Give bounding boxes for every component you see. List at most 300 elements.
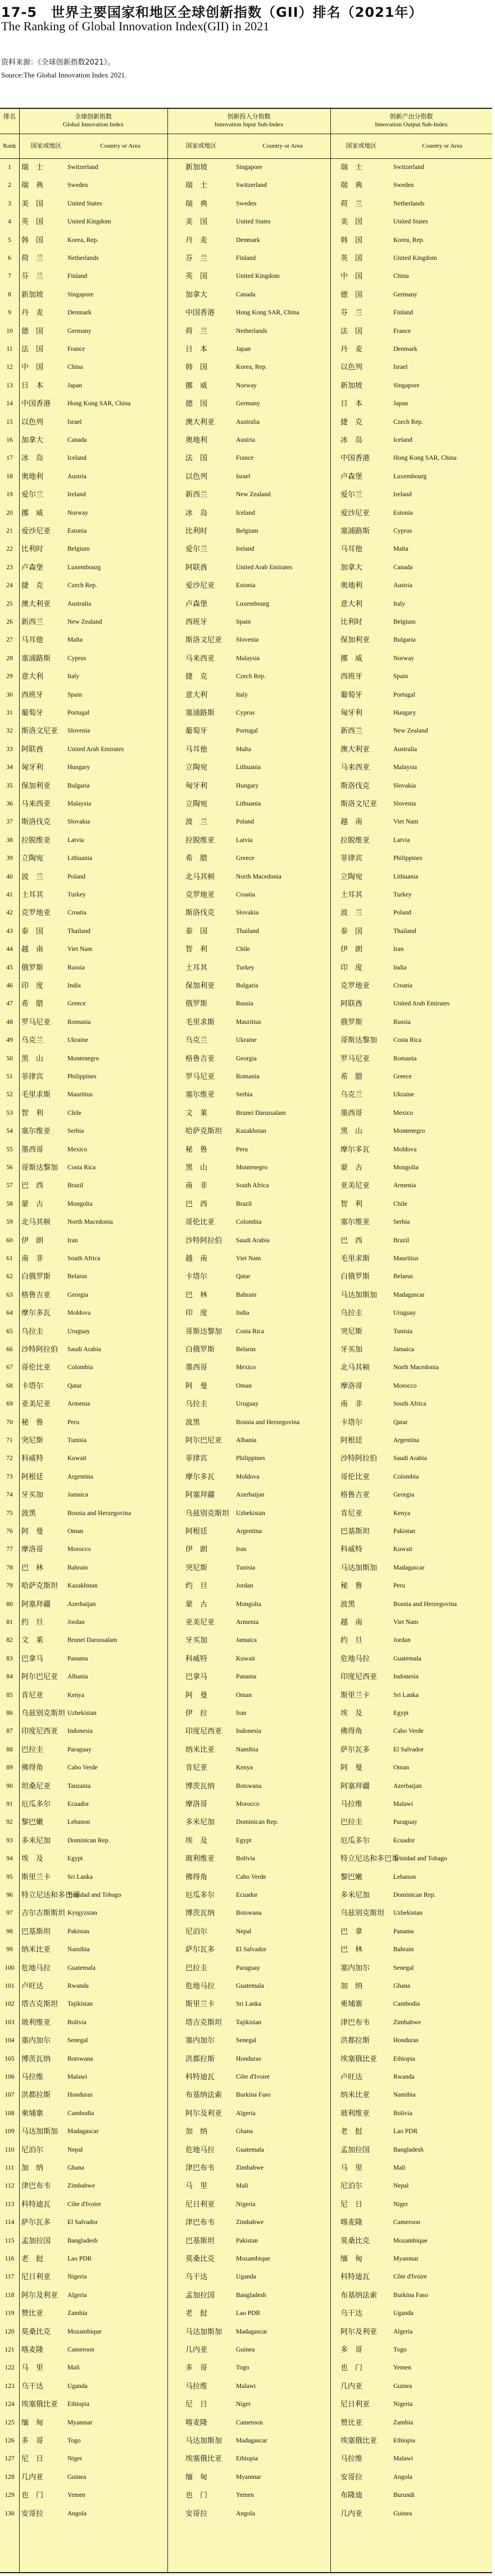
table-row xyxy=(0,1250,492,1268)
input-country-zh: 澳大利亚 xyxy=(185,418,215,427)
gii-country-zh: 安哥拉 xyxy=(21,2509,44,2518)
gii-country-zh: 萨尔瓦多 xyxy=(21,2218,51,2227)
gii-country-en: Italy xyxy=(67,673,80,680)
rank-cell: 123 xyxy=(4,2382,15,2390)
output-country-en: Senegal xyxy=(393,1964,414,1971)
gii-country-zh: 比利时 xyxy=(21,545,44,554)
gii-country-en: Czech Rep. xyxy=(67,582,98,589)
gii-country-en: Tajikistan xyxy=(67,2001,93,2008)
gii-country-en: United Arab Emirates xyxy=(67,745,124,753)
table-row xyxy=(0,649,492,668)
input-country-en: Qatar xyxy=(236,1273,251,1280)
input-country-en: Bosnia and Herzegovina xyxy=(236,1419,300,1426)
table-row xyxy=(0,1886,492,1905)
gii-country-zh: 埃 及 xyxy=(21,1855,44,1864)
gii-header-zh: 全球创新指数 xyxy=(75,113,112,120)
input-country-en: Japan xyxy=(236,346,251,353)
gii-country-en: Zambia xyxy=(67,2310,88,2317)
input-country-zh: 西班牙 xyxy=(185,618,208,626)
gii-country-zh: 尼 日 xyxy=(21,2455,44,2464)
rank-cell: 113 xyxy=(4,2200,15,2208)
output-country-en: Czech Rep. xyxy=(393,418,424,425)
input-country-zh: 希 腊 xyxy=(185,854,208,863)
input-country-zh: 韩 国 xyxy=(185,363,208,372)
input-country-en: New Zealand xyxy=(236,491,271,498)
output-country-zh: 哥斯达黎加 xyxy=(340,1036,378,1045)
rank-cell: 6 xyxy=(8,255,11,262)
table-row xyxy=(0,2141,492,2159)
rank-cell: 42 xyxy=(6,909,13,917)
table-row xyxy=(0,1904,492,1923)
table-row xyxy=(0,286,492,304)
gii-country-zh: 阿联酋 xyxy=(21,745,44,754)
gii-country-zh: 卢森堡 xyxy=(21,563,44,572)
input-country-zh: 瑞 士 xyxy=(185,181,208,190)
rank-cell: 124 xyxy=(4,2401,15,2408)
input-country-en: Madagascar xyxy=(236,2328,267,2335)
table-row xyxy=(0,267,492,286)
gii-country-zh: 泰 国 xyxy=(21,927,44,936)
gii-country-zh: 斯里兰卡 xyxy=(21,1873,51,1882)
rank-cell: 68 xyxy=(6,1382,13,1389)
input-country-zh: 意大利 xyxy=(185,690,208,699)
output-country-zh: 新加坡 xyxy=(340,381,363,390)
table-row xyxy=(0,2086,492,2104)
output-country-en: Korea, Rep. xyxy=(393,236,425,244)
output-country-zh: 北马其顿 xyxy=(340,1364,370,1372)
output-country-en: Finland xyxy=(393,309,414,317)
rank-cell: 105 xyxy=(4,2055,15,2062)
gii-country-zh: 几内亚 xyxy=(21,2473,44,2482)
input-country-zh: 埃 及 xyxy=(185,1836,208,1845)
gii-country-zh: 以色列 xyxy=(21,418,44,427)
output-country-en: Ireland xyxy=(393,491,412,498)
output-country-zh: 意大利 xyxy=(340,600,363,608)
output-country-zh: 安哥拉 xyxy=(340,2473,363,2482)
table-row xyxy=(0,1086,492,1104)
input-country-en: Singapore xyxy=(236,164,262,171)
output-country-en: Panama xyxy=(393,1928,414,1935)
output-country-en: Denmark xyxy=(393,346,417,353)
input-country-zh: 美 国 xyxy=(185,218,208,227)
input-country-zh: 突尼斯 xyxy=(185,1563,208,1572)
input-country-en: Armenia xyxy=(236,1619,259,1626)
input-country-en: Paraguay xyxy=(236,1964,260,1971)
output-country-zh: 德 国 xyxy=(340,290,363,299)
input-country-en: Hungary xyxy=(236,782,259,789)
gii-country-en: Israel xyxy=(67,418,82,425)
gii-country-zh: 冰 岛 xyxy=(21,454,44,463)
input-country-zh: 马来西亚 xyxy=(185,654,215,663)
input-country-zh: 伊 拉 xyxy=(185,1709,208,1718)
output-country-zh: 瑞 典 xyxy=(340,181,363,190)
input-country-en: Jordan xyxy=(236,1582,253,1590)
gii-country-zh: 巴拿马 xyxy=(21,1654,44,1663)
input-country-zh: 巴 林 xyxy=(185,1291,208,1300)
input-country-en: Bulgaria xyxy=(236,982,258,989)
table-row xyxy=(0,540,492,559)
gii-country-zh: 波黑 xyxy=(21,1509,37,1518)
gii-country-en: Serbia xyxy=(67,1128,84,1135)
input-country-en: Iceland xyxy=(236,509,255,516)
table-row xyxy=(0,631,492,649)
gii-country-en: Spain xyxy=(67,691,83,698)
rank-cell: 81 xyxy=(6,1619,13,1626)
gii-country-zh: 塞尔维亚 xyxy=(21,1127,51,1136)
gii-country-en: Oman xyxy=(67,1528,84,1535)
table-row xyxy=(0,1213,492,1232)
input-country-zh: 比利时 xyxy=(185,527,208,536)
table-row xyxy=(0,1268,492,1286)
gii-country-zh: 缅 甸 xyxy=(21,2418,44,2427)
rank-cell: 13 xyxy=(6,382,13,389)
output-country-en: Madagascar xyxy=(393,1291,425,1298)
rank-cell: 93 xyxy=(6,1837,13,1844)
gii-country-en: Uruguay xyxy=(67,1328,90,1335)
input-country-en: United Arab Emirates xyxy=(236,564,293,571)
gii-country-en: Estonia xyxy=(67,528,87,534)
rank-cell: 107 xyxy=(4,2092,15,2099)
input-country-en: Kuwait xyxy=(236,1655,255,1662)
gii-country-en: Cyprus xyxy=(67,655,87,662)
output-country-en: Brazil xyxy=(393,1237,410,1244)
gii-country-zh: 坦桑尼亚 xyxy=(21,1782,51,1791)
rank-cell: 117 xyxy=(4,2273,15,2281)
output-country-zh: 亚美尼亚 xyxy=(340,1182,370,1191)
input-country-zh: 印度尼西亚 xyxy=(185,1727,222,1736)
table-row xyxy=(0,1522,492,1541)
input-country-en: Costa Rica xyxy=(236,1328,265,1335)
input-country-en: Oman xyxy=(236,1691,252,1699)
rank-cell: 2 xyxy=(8,182,11,189)
gii-country-en: Cabo Verde xyxy=(67,1764,98,1772)
rank-cell: 102 xyxy=(4,2001,15,2008)
table-row xyxy=(0,2505,492,2523)
gii-country-zh: 乌克兰 xyxy=(21,1036,44,1045)
table-row xyxy=(0,213,492,231)
gii-country-zh: 西班牙 xyxy=(21,690,44,699)
output-country-en: Viet Nam xyxy=(393,1619,419,1626)
table-row xyxy=(0,1686,492,1705)
input-country-zh: 荷 兰 xyxy=(185,327,208,336)
input-country-zh: 蒙 古 xyxy=(185,1600,208,1609)
rank-cell: 70 xyxy=(6,1419,13,1426)
rank-cell: 19 xyxy=(6,491,13,498)
rank-cell: 5 xyxy=(8,236,11,244)
gii-country-zh: 中国香港 xyxy=(21,400,51,409)
output-country-zh: 南 非 xyxy=(340,1400,363,1409)
input-country-en: Honduras xyxy=(236,2055,261,2062)
gii-country-en: Netherlands xyxy=(67,255,99,262)
output-country-en: Namibia xyxy=(393,2092,416,2099)
output-country-en: Romania xyxy=(393,1055,417,1062)
gii-country-en: Peru xyxy=(67,1419,80,1426)
gii-country-en: Mozambique xyxy=(67,2328,102,2335)
output-country-zh: 巴 林 xyxy=(340,1946,363,1955)
rank-cell: 84 xyxy=(6,1673,13,1681)
output-country-en: Angola xyxy=(393,2473,412,2481)
output-country-zh: 尼日利亚 xyxy=(340,2400,370,2409)
gii-country-en: Trinidad and Tobago xyxy=(67,1892,121,1898)
output-country-en: Nepal xyxy=(393,2182,409,2190)
input-country-en: Bolivia xyxy=(236,1855,255,1863)
input-country-en: Sweden xyxy=(236,200,257,207)
output-country-zh: 纳米比亚 xyxy=(340,2091,370,2100)
gii-country-en: Argentina xyxy=(67,1473,93,1480)
gii-country-zh: 印 度 xyxy=(21,982,44,990)
table-row xyxy=(0,595,492,614)
rank-cell: 61 xyxy=(6,1255,13,1262)
rank-cell: 101 xyxy=(4,1983,15,1989)
table-row xyxy=(0,704,492,722)
table-row xyxy=(0,2286,492,2305)
gii-country-zh: 哈萨克斯坦 xyxy=(21,1582,58,1591)
gii-country-zh: 伊 朗 xyxy=(21,1236,44,1245)
rank-cell: 63 xyxy=(6,1291,13,1298)
output-country-zh: 芬 兰 xyxy=(340,309,363,318)
gii-country-en: Botswana xyxy=(67,2055,93,2062)
input-country-zh: 肯尼亚 xyxy=(185,1764,208,1773)
gii-country-zh: 蒙 古 xyxy=(21,1200,44,1209)
table-row xyxy=(0,2468,492,2487)
gii-country-zh: 马达加斯加 xyxy=(21,2127,58,2136)
output-country-zh: 白俄罗斯 xyxy=(340,1273,370,1282)
gii-country-zh: 南 非 xyxy=(21,1255,44,1263)
input-country-zh: 哈萨克斯坦 xyxy=(185,1127,222,1136)
gii-country-zh: 沙特阿拉伯 xyxy=(21,1346,58,1354)
rank-cell: 92 xyxy=(6,1819,13,1826)
gii-country-en: Chile xyxy=(67,1109,81,1117)
rank-cell: 50 xyxy=(6,1055,13,1062)
table-row xyxy=(0,449,492,468)
input-country-zh: 泰 国 xyxy=(185,927,208,936)
output-country-en: Morocco xyxy=(393,1382,417,1389)
rank-cell: 45 xyxy=(6,964,13,971)
gii-country-en: Mexico xyxy=(67,1146,88,1153)
input-country-en: Israel xyxy=(236,473,251,480)
output-country-zh: 缅 甸 xyxy=(340,2255,363,2263)
input-country-en: Uruguay xyxy=(236,1401,259,1408)
input-country-en: Algeria xyxy=(236,2110,256,2117)
input-country-en: Morocco xyxy=(236,1801,260,1808)
gii-country-en: Algeria xyxy=(67,2291,87,2299)
output-country-zh: 几内亚 xyxy=(340,2382,363,2391)
rank-cell: 128 xyxy=(4,2473,15,2481)
table-row xyxy=(0,2250,492,2268)
rank-cell: 22 xyxy=(6,546,13,553)
input-country-en: Nigeria xyxy=(236,2200,256,2208)
output-country-en: Hong Kong SAR, China xyxy=(393,455,457,462)
gii-country-en: Mongolia xyxy=(67,1200,93,1207)
output-country-zh: 卡塔尔 xyxy=(340,1418,363,1427)
output-country-en: Pakistan xyxy=(393,1528,415,1535)
input-country-zh: 印 度 xyxy=(185,1309,208,1318)
gii-country-zh: 中 国 xyxy=(21,363,44,372)
gii-country-zh: 多米尼加 xyxy=(21,1836,51,1845)
output-country-en: Singapore xyxy=(393,382,420,389)
rank-cell: 47 xyxy=(6,1000,13,1008)
gii-country-en: Cameroon xyxy=(67,2346,94,2353)
gii-country-en: France xyxy=(67,346,85,353)
output-country-en: France xyxy=(393,327,411,335)
gii-country-zh: 斯洛文尼亚 xyxy=(21,727,58,736)
rank-cell: 62 xyxy=(6,1273,13,1280)
input-country-zh: 加 纳 xyxy=(185,2127,208,2136)
input-country-en: Tunisia xyxy=(236,1564,256,1571)
gii-header xyxy=(19,109,167,134)
table-row xyxy=(0,2104,492,2123)
input-country-en: Switzerland xyxy=(236,182,267,189)
input-country-en: Turkey xyxy=(236,964,255,971)
output-country-zh: 中国香港 xyxy=(340,454,370,463)
gii-country-en: Germany xyxy=(67,327,92,335)
gii-country-en: El Salvador xyxy=(67,2219,98,2226)
table-row xyxy=(0,1959,492,1978)
gii-country-zh: 澳大利亚 xyxy=(21,600,51,608)
gii-country-zh: 塔吉克斯坦 xyxy=(21,2000,58,2009)
output-country-zh: 奥地利 xyxy=(340,582,363,591)
output-country-zh: 韩 国 xyxy=(340,236,363,245)
gii-country-zh: 爱尔兰 xyxy=(21,491,44,500)
output-country-zh: 越 南 xyxy=(340,818,363,827)
output-country-zh: 澳大利亚 xyxy=(340,745,370,754)
gii-country-en: Senegal xyxy=(67,2037,88,2044)
output-country-zh: 希 腊 xyxy=(340,1073,363,1081)
input-country-zh: 阿根廷 xyxy=(185,1527,208,1536)
table-row xyxy=(0,1013,492,1032)
input-country-en: Niger xyxy=(236,2401,251,2408)
input-country-en: Cyprus xyxy=(236,710,255,716)
rank-cell: 80 xyxy=(6,1600,13,1608)
output-country-en: Guinea xyxy=(393,2510,412,2517)
input-country-zh: 乌兹别克斯坦 xyxy=(185,1509,230,1518)
output-country-zh: 波黑 xyxy=(340,1600,356,1609)
rank-cell: 38 xyxy=(6,836,13,844)
output-country-zh: 卢森堡 xyxy=(340,472,363,481)
rank-cell: 67 xyxy=(6,1364,13,1371)
table-row xyxy=(0,1159,492,1177)
input-country-zh: 斯洛伐克 xyxy=(185,909,215,918)
output-country-zh: 几内亚 xyxy=(340,2509,363,2518)
table-row xyxy=(0,1813,492,1832)
input-country-zh: 博茨瓦纳 xyxy=(185,1782,215,1791)
output-country-zh: 立陶宛 xyxy=(340,872,363,881)
rank-cell: 127 xyxy=(4,2455,15,2463)
input-country-en: Zimbabwe xyxy=(236,2219,264,2226)
output-country-en: Sweden xyxy=(393,182,414,189)
gii-country-zh: 新西兰 xyxy=(21,618,44,626)
output-country-en: Tunisia xyxy=(393,1328,413,1335)
gii-country-zh: 新加坡 xyxy=(21,290,44,299)
gii-country-zh: 哥斯达黎加 xyxy=(21,1164,58,1172)
input-country-zh: 多 哥 xyxy=(185,2364,208,2373)
output-country-en: Malawi xyxy=(393,2455,414,2463)
rank-cell: 99 xyxy=(6,1946,13,1953)
input-country-zh: 保加利亚 xyxy=(185,982,215,990)
output-country-en: Turkey xyxy=(393,891,412,898)
input-country-zh: 纳米比亚 xyxy=(185,1745,215,1754)
input-country-zh: 阿塞拜疆 xyxy=(185,1491,215,1500)
input-country-en: Botswana xyxy=(236,1910,262,1917)
rank-cell: 115 xyxy=(4,2237,15,2244)
input-country-zh: 津巴布韦 xyxy=(185,2164,215,2172)
rank-cell: 27 xyxy=(6,637,13,644)
input-country-en: Poland xyxy=(236,818,254,826)
gii-country-zh: 科特迪瓦 xyxy=(21,2200,51,2209)
output-country-en: United States xyxy=(393,218,428,226)
output-country-zh: 印 度 xyxy=(340,963,363,972)
output-country-zh: 保加利亚 xyxy=(340,636,370,645)
output-country-zh: 英 国 xyxy=(340,254,363,263)
gii-country-en: Kyrgyzstan xyxy=(67,1910,97,1917)
rank-cell: 17 xyxy=(6,455,13,462)
output-country-zh: 约 旦 xyxy=(340,1636,363,1645)
output-country-en: Russia xyxy=(393,1018,411,1026)
output-country-en: Egypt xyxy=(393,1710,409,1717)
input-country-zh: 博茨瓦纳 xyxy=(185,1909,215,1918)
gii-country-en: Austria xyxy=(67,473,87,480)
input-country-en: Georgia xyxy=(236,1055,257,1062)
gii-country-zh: 荷 兰 xyxy=(21,254,44,263)
input-country-en: Czech Rep. xyxy=(236,673,266,680)
input-country-zh: 塞尔维亚 xyxy=(185,1091,215,1100)
table-row xyxy=(0,2232,492,2250)
input-country-en: Mexico xyxy=(236,1364,256,1371)
gii-country-zh: 哥伦比亚 xyxy=(21,1364,51,1372)
table-row xyxy=(0,795,492,813)
rank-cell: 88 xyxy=(6,1746,13,1753)
input-country-zh: 马 里 xyxy=(185,2182,208,2191)
table-row xyxy=(0,1431,492,1450)
input-country-zh: 津巴布韦 xyxy=(185,2218,215,2227)
table-row xyxy=(0,1704,492,1723)
table-title-chinese: 17-5 世界主要国家和地区全球创新指数（GII）排名（2021年） xyxy=(1,4,423,20)
gii-country-en: Brazil xyxy=(67,1182,84,1189)
gii-country-en: Slovakia xyxy=(67,818,90,826)
table-row xyxy=(0,1468,492,1486)
output-country-en: Iceland xyxy=(393,437,412,443)
input-country-zh: 布基纳法索 xyxy=(185,2091,222,2100)
output-country-en: Dominican Rep. xyxy=(393,1892,436,1898)
gii-country-en: Saudi Arabia xyxy=(67,1346,101,1353)
input-country-zh: 北马其顿 xyxy=(185,872,215,881)
gii-country-en: Angola xyxy=(67,2510,87,2517)
output-country-zh: 危地马拉 xyxy=(340,1654,370,1663)
rank-cell: 30 xyxy=(6,691,13,698)
input-country-zh: 摩洛哥 xyxy=(185,1800,208,1809)
gii-country-zh: 巴 林 xyxy=(21,1563,44,1572)
output-country-en: Switzerland xyxy=(393,164,424,171)
table-row xyxy=(0,1759,492,1777)
output-country-en: Belgium xyxy=(393,619,416,625)
gii-country-en: Zimbabwe xyxy=(67,2182,96,2190)
output-country-zh: 牙买加 xyxy=(340,1346,363,1354)
input-country-zh: 捷 克 xyxy=(185,672,208,681)
input-country-en: El Salvador xyxy=(236,1946,266,1953)
table-row xyxy=(0,886,492,904)
input-country-zh: 卡塔尔 xyxy=(185,1273,208,1282)
input-country-en: Estonia xyxy=(236,582,256,589)
output-country-en: India xyxy=(393,964,407,971)
output-country-en: Greece xyxy=(393,1073,412,1080)
input-country-zh: 玻利维亚 xyxy=(185,1855,215,1864)
rank-cell: 73 xyxy=(6,1473,13,1480)
gii-country-en: Montenegro xyxy=(67,1055,99,1062)
output-country-zh: 格鲁吉亚 xyxy=(340,1491,370,1500)
input-country-en: Togo xyxy=(236,2364,249,2372)
gii-country-zh: 匈牙利 xyxy=(21,763,44,772)
output-country-en: Georgia xyxy=(393,1491,414,1499)
